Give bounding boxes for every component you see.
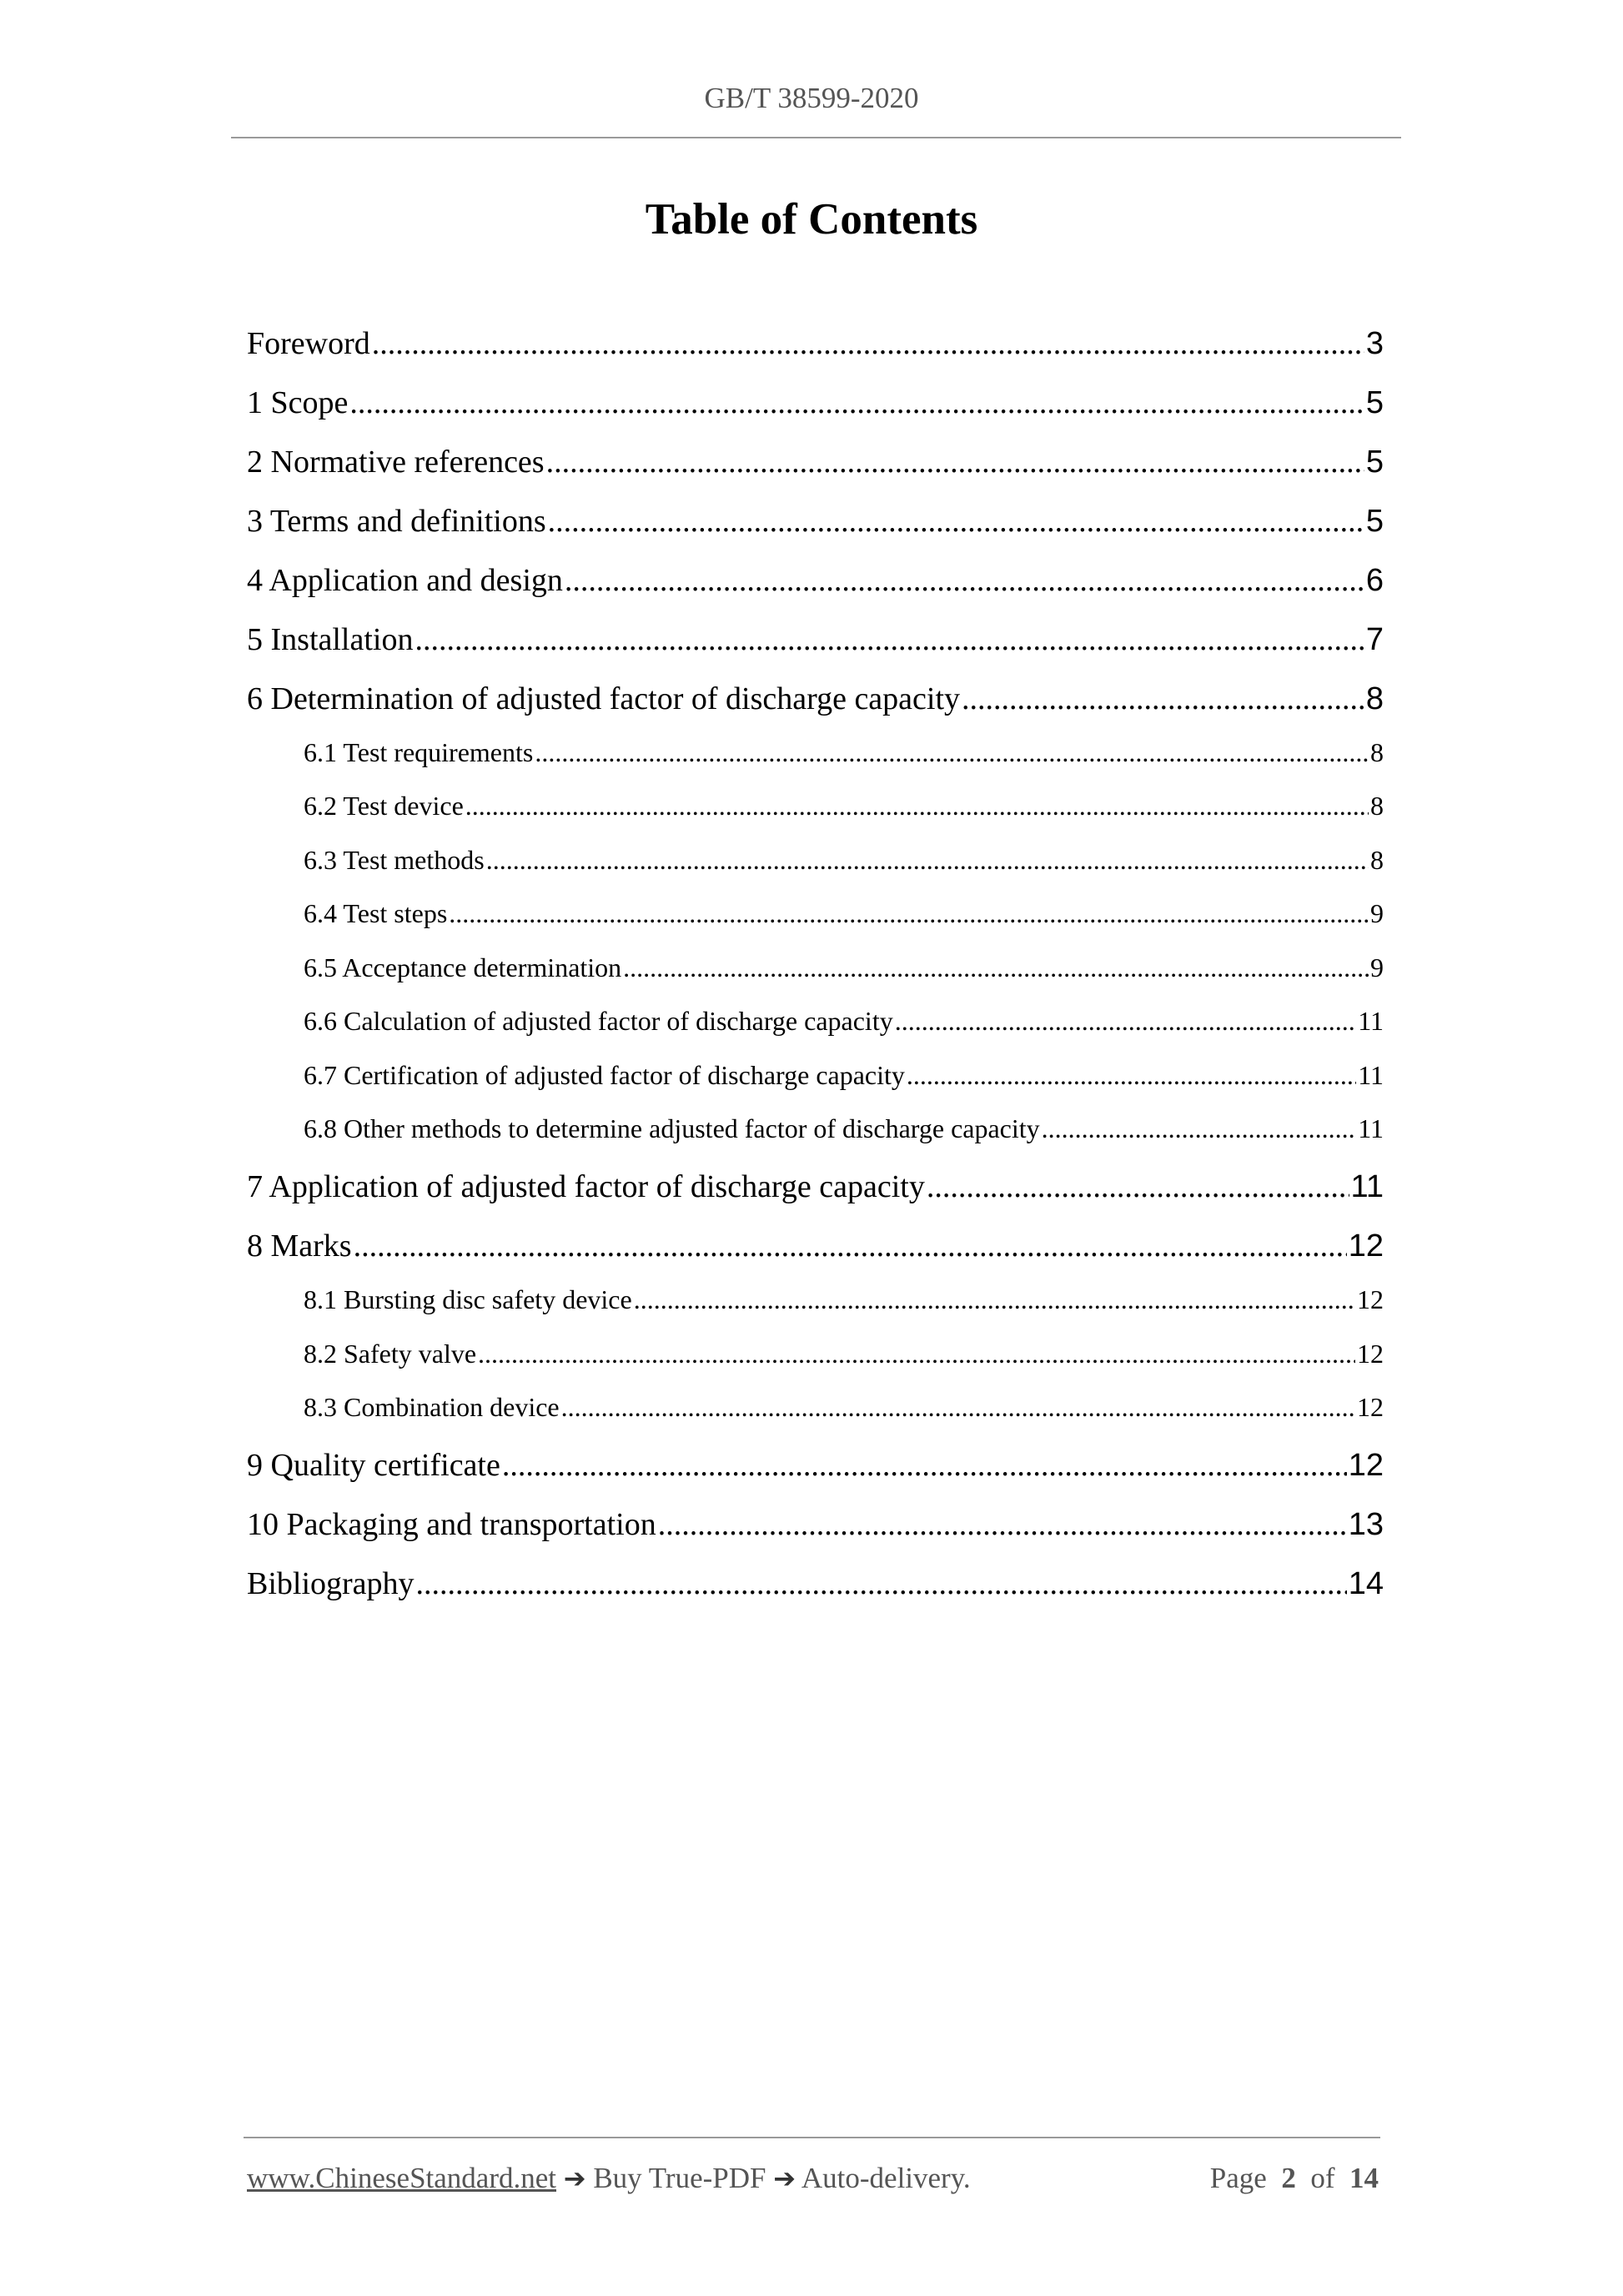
toc-label: 8.2 Safety valve (304, 1339, 477, 1369)
toc-page-number: 8 (1370, 845, 1384, 875)
page-footer (247, 2158, 1379, 2198)
delivery-text: Auto-delivery. (801, 2162, 971, 2194)
footer-divider (244, 2137, 1380, 2138)
toc-leader-dots (478, 1335, 1355, 1372)
toc-leader-dots (561, 1389, 1355, 1425)
toc-leader-dots (415, 618, 1364, 661)
toc-label: 6.7 Certification of adjusted factor of discharge capacity (304, 1060, 905, 1090)
toc-label: 6.2 Test device (304, 791, 464, 821)
page-indicator (1210, 2158, 1379, 2198)
toc-page-number: 5 (1365, 445, 1384, 480)
toc-leader-dots (907, 1057, 1356, 1093)
toc-leader-dots (962, 677, 1364, 721)
toc-page-number: 11 (1358, 1060, 1384, 1090)
toc-label: 8 Marks (247, 1228, 352, 1264)
toc-page-number: 8 (1365, 681, 1384, 716)
page-of: of (1310, 2162, 1335, 2194)
site-link[interactable]: www.ChineseStandard.net (247, 2162, 556, 2194)
toc-page-number: 14 (1348, 1566, 1384, 1601)
toc-label: Foreword (247, 326, 370, 361)
toc-entry-6-7[interactable] (304, 1057, 1384, 1093)
toc-entry-6-8[interactable] (304, 1110, 1384, 1147)
toc-leader-dots (535, 734, 1369, 771)
toc-entry-8-2[interactable] (304, 1335, 1384, 1372)
toc-page-number: 12 (1348, 1228, 1384, 1264)
toc-entry-6-3[interactable] (304, 842, 1384, 878)
toc-entry-marks[interactable] (247, 1224, 1384, 1268)
arrow-right-icon: ➔ (563, 2163, 586, 2194)
toc-page-number: 11 (1358, 1006, 1384, 1036)
toc-entry-installation[interactable] (247, 618, 1384, 661)
toc-page-number: 3 (1365, 326, 1384, 361)
toc-page-number: 8 (1370, 791, 1384, 821)
toc-page-number: 12 (1348, 1448, 1384, 1483)
toc-page-number: 13 (1348, 1507, 1384, 1542)
toc-label: 5 Installation (247, 622, 414, 657)
buy-text: Buy True-PDF (593, 2162, 766, 2194)
footer-promo (247, 2158, 971, 2198)
toc-entry-packaging[interactable] (247, 1503, 1384, 1546)
toc-page-number: 5 (1365, 504, 1384, 539)
toc-label: 6.3 Test methods (304, 845, 485, 875)
toc-entry-foreword[interactable] (247, 322, 1384, 365)
toc-leader-dots (546, 440, 1364, 484)
page-title: Table of Contents (645, 195, 978, 244)
running-header: GB/T 38599-2020 (704, 82, 919, 114)
toc-leader-dots (416, 1562, 1347, 1605)
toc-label: 7 Application of adjusted factor of discharge capacity (247, 1169, 925, 1204)
toc-entry-bibliography[interactable] (247, 1562, 1384, 1605)
toc-page-number: 11 (1358, 1113, 1384, 1143)
toc-label: 3 Terms and definitions (247, 504, 546, 539)
toc-page-number: 9 (1370, 952, 1384, 982)
toc-page-number: 12 (1357, 1392, 1384, 1422)
toc-entry-scope[interactable] (247, 381, 1384, 425)
page-current: 2 (1281, 2162, 1296, 2194)
toc-page-number: 11 (1350, 1169, 1384, 1204)
toc-leader-dots (658, 1503, 1347, 1546)
toc-page-number: 5 (1365, 385, 1384, 420)
toc-label: 2 Normative references (247, 445, 545, 480)
toc-label: 6.4 Test steps (304, 898, 448, 928)
toc-entry-quality-certificate[interactable] (247, 1444, 1384, 1487)
arrow-right-icon: ➔ (773, 2163, 796, 2194)
toc-leader-dots (895, 1002, 1356, 1039)
toc-page-number: 6 (1365, 563, 1384, 598)
toc-label: 6.5 Acceptance determination (304, 952, 622, 982)
toc-leader-dots (623, 949, 1369, 986)
toc-label: 9 Quality certificate (247, 1448, 500, 1483)
toc-entry-8-3[interactable] (304, 1389, 1384, 1425)
header-divider (231, 137, 1401, 138)
toc-label: 6.6 Calculation of adjusted factor of discharge capacity (304, 1006, 893, 1036)
toc-leader-dots (502, 1444, 1347, 1487)
toc-label: 10 Packaging and transportation (247, 1507, 656, 1542)
toc-entry-6-5[interactable] (304, 949, 1384, 986)
toc-entry-terms-definitions[interactable] (247, 500, 1384, 543)
page-total: 14 (1349, 2162, 1379, 2194)
toc-label: 4 Application and design (247, 563, 563, 598)
toc-page-number: 9 (1370, 898, 1384, 928)
toc-leader-dots (486, 842, 1369, 878)
toc-entry-6-4[interactable] (304, 895, 1384, 932)
toc-page-number: 7 (1365, 622, 1384, 657)
toc-label: 6 Determination of adjusted factor of discharge capacity (247, 681, 961, 716)
toc-entry-application-factor[interactable] (247, 1165, 1384, 1208)
toc-label: 6.8 Other methods to determine adjusted factor of discharge capacity (304, 1113, 1040, 1143)
toc-label: 1 Scope (247, 385, 349, 420)
toc-leader-dots (372, 322, 1364, 365)
toc-entry-determination[interactable] (247, 677, 1384, 721)
toc-entry-application-design[interactable] (247, 559, 1384, 602)
page-word: Page (1209, 2162, 1267, 2194)
toc-entry-8-1[interactable] (304, 1281, 1384, 1318)
toc-entry-normative-references[interactable] (247, 440, 1384, 484)
toc-leader-dots (465, 787, 1369, 824)
toc-leader-dots (1042, 1110, 1357, 1147)
toc-leader-dots (354, 1224, 1347, 1268)
toc-leader-dots (927, 1165, 1349, 1208)
toc-entry-6-1[interactable] (304, 734, 1384, 771)
toc-entry-6-2[interactable] (304, 787, 1384, 824)
toc-leader-dots (634, 1281, 1355, 1318)
toc-label: 8.1 Bursting disc safety device (304, 1284, 632, 1314)
toc-entry-6-6[interactable] (304, 1002, 1384, 1039)
toc-leader-dots (349, 381, 1364, 425)
toc-label: 6.1 Test requirements (304, 737, 534, 767)
toc-page-number: 8 (1370, 737, 1384, 767)
toc-leader-dots (449, 895, 1369, 932)
toc-label: 8.3 Combination device (304, 1392, 560, 1422)
toc-page-number: 12 (1357, 1339, 1384, 1369)
toc-leader-dots (565, 559, 1364, 602)
toc-page-number: 12 (1357, 1284, 1384, 1314)
toc-leader-dots (548, 500, 1364, 543)
toc-label: Bibliography (247, 1566, 415, 1601)
